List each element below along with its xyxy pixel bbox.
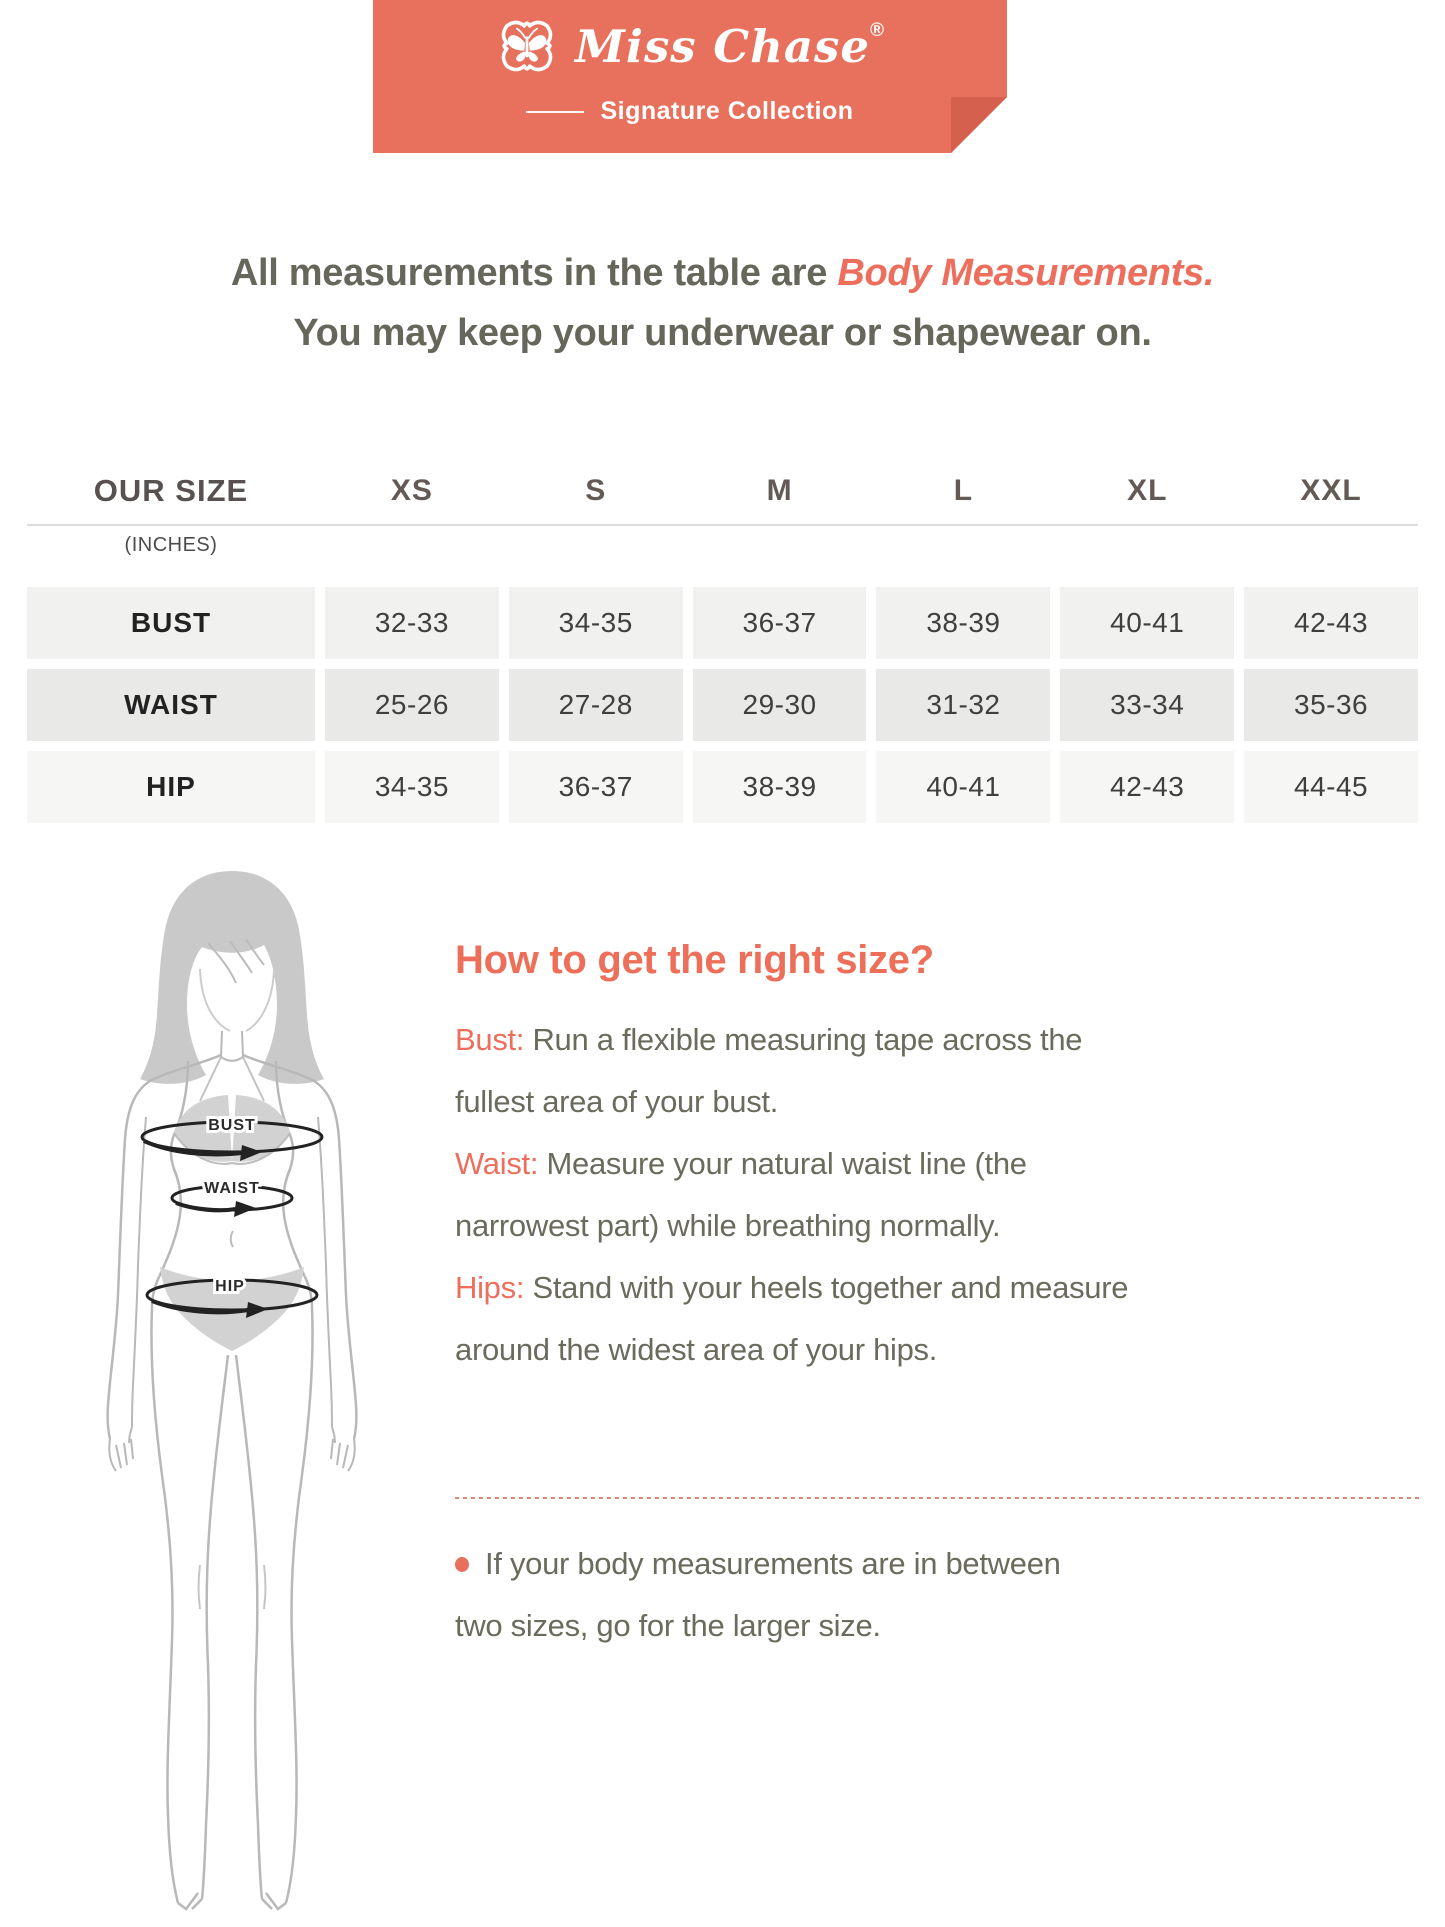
banner-subtitle: Signature Collection	[600, 97, 854, 125]
cell-bust-xl: 40-41	[1060, 587, 1234, 659]
column-header-xs: XS	[390, 474, 433, 507]
size-table-header	[27, 466, 1418, 516]
hips-instruction-label: Hips:	[455, 1270, 525, 1305]
column-header-s: S	[585, 474, 607, 507]
size-note: If your body measurements are in between two sizes, go for the larger size.	[455, 1546, 1061, 1643]
cell-hip-s: 36-37	[509, 751, 683, 823]
measure-instructions	[455, 1009, 1150, 1381]
figure-bust-label: BUST	[208, 1117, 256, 1134]
hips-instruction: Hips: Stand with your heels together and measure around the widest area of your hips.	[455, 1270, 1129, 1367]
cell-waist-l: 31-32	[876, 669, 1050, 741]
subtitle-dash	[526, 111, 584, 113]
cell-waist-xxl: 35-36	[1244, 669, 1418, 741]
intro-highlight: Body Measurements.	[837, 252, 1215, 294]
bust-instruction: Bust: Run a flexible measuring tape across the fullest area of your bust.	[455, 1022, 1083, 1119]
brand-name: Miss Chase®	[575, 19, 885, 73]
cell-bust-xs: 32-33	[325, 587, 499, 659]
cell-waist-xl: 33-34	[1060, 669, 1234, 741]
intro-text	[0, 243, 1445, 363]
cell-hip-xl: 42-43	[1060, 751, 1234, 823]
figure-hair	[140, 871, 324, 1084]
banner-subtitle-row	[373, 97, 1007, 126]
row-label-waist: WAIST	[27, 669, 315, 741]
header-divider	[27, 524, 1418, 526]
unit-label: (INCHES)	[124, 534, 218, 556]
column-header-xl: XL	[1127, 474, 1168, 507]
sizing-guide	[455, 938, 1420, 1657]
dashed-divider	[455, 1497, 1420, 1499]
cell-hip-l: 40-41	[876, 751, 1050, 823]
cell-waist-s: 27-28	[509, 669, 683, 741]
row-label-bust: BUST	[27, 587, 315, 659]
cell-hip-xxl: 44-45	[1244, 751, 1418, 823]
intro-line-1: All measurements in the table are Body Measurements.	[230, 252, 1215, 294]
cell-waist-m: 29-30	[693, 669, 867, 741]
cell-bust-l: 38-39	[876, 587, 1050, 659]
bullet-icon	[455, 1557, 469, 1572]
cell-waist-xs: 25-26	[325, 669, 499, 741]
cell-bust-xxl: 42-43	[1244, 587, 1418, 659]
row-label-hip: HIP	[27, 751, 315, 823]
registered-mark: ®	[869, 19, 885, 41]
body-figure-illustration	[80, 865, 380, 1915]
cell-bust-m: 36-37	[693, 587, 867, 659]
butterfly-frame-logo-icon	[495, 14, 559, 78]
column-header-our-size: OUR SIZE	[93, 473, 249, 508]
intro-line-2: You may keep your underwear or shapewear on.	[293, 312, 1152, 354]
cell-hip-xs: 34-35	[325, 751, 499, 823]
column-header-l: L	[953, 474, 974, 507]
brand-row	[373, 14, 1007, 78]
waist-arrowhead	[234, 1201, 256, 1217]
waist-instruction-label: Waist:	[455, 1146, 539, 1181]
size-table-body	[27, 587, 1418, 823]
brand-banner	[373, 0, 1007, 153]
waist-instruction: Waist: Measure your natural waist line (the narrowest part) while breathing normally.	[455, 1146, 1027, 1243]
cell-hip-m: 38-39	[693, 751, 867, 823]
guide-heading: How to get the right size?	[455, 938, 934, 982]
cell-bust-s: 34-35	[509, 587, 683, 659]
bust-instruction-label: Bust:	[455, 1022, 525, 1057]
column-header-m: M	[766, 474, 793, 507]
column-header-xxl: XXL	[1300, 474, 1362, 507]
figure-hip-label: HIP	[215, 1278, 245, 1295]
size-table	[27, 466, 1418, 823]
figure-waist-label: WAIST	[204, 1180, 260, 1197]
